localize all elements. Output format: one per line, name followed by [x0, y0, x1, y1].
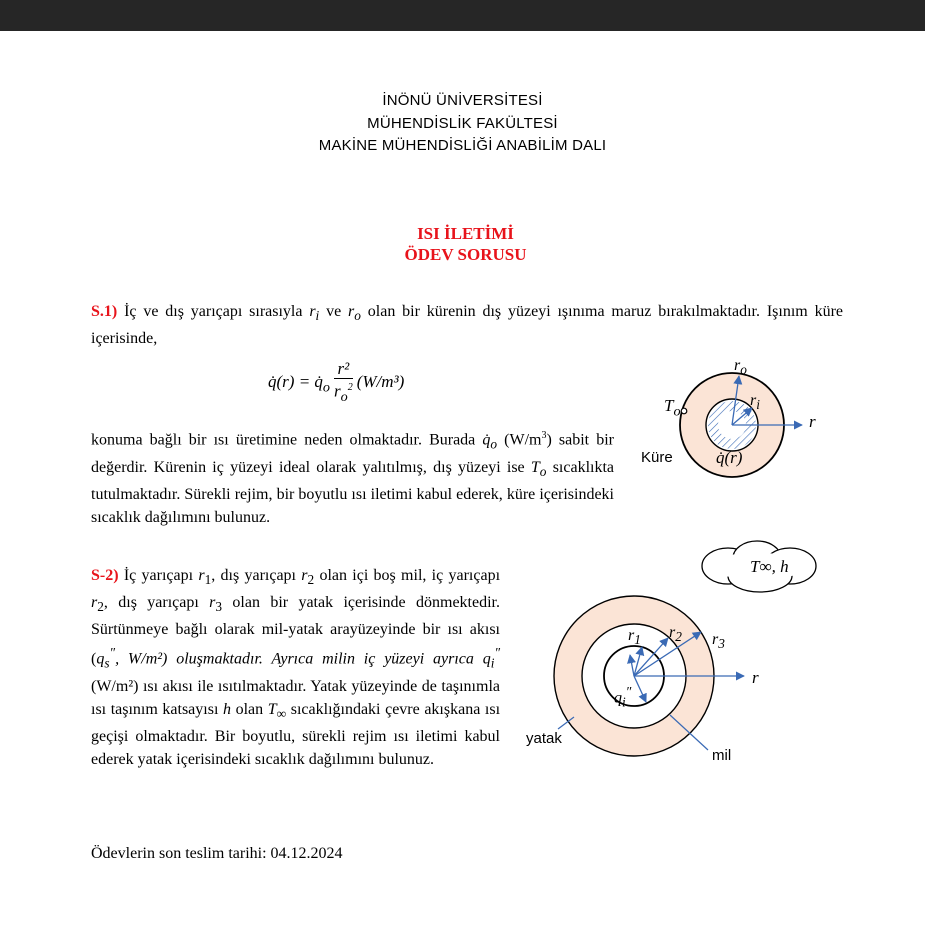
fig2-r1-label: $r_1$ [628, 627, 641, 648]
department-name: MAKİNE MÜHENDİSLİĞİ ANABİLİM DALI [318, 137, 607, 154]
q2-body: S-2) İç yarıçapı $r_1$, dış yarıçapı $r_2$ olan içi boş mil, iç yarıçapı $r_2$, dış yarıçapı $r_3$ olan bir yatak içerisinde dönmektedir. Sürtünmeye bağlı olarak mil-yatak arayüzeyinde bir ısı akısı ($q_s''$, W/m²) oluşmaktadır. Ayrıca milin iç yüzeyi ayrıca $q_i''$ (W/m²) ısı akısı ile ısıtılmaktadır. Yatak yüzeyinde de taşınımla ısı taşınım katsayısı h olan $T_\infty$ sıcaklığındaki çevre akışkana ısı geçişi olmaktadır. Bir boyutlu, sürekli rejim ısı iletimi kabul ederek yatak içerisindeki sıcaklık dağılımını bulunuz. [91, 567, 501, 769]
fig1-ri-label: $r_i$ [750, 392, 760, 413]
fig2-r-label: r [752, 668, 759, 687]
q1-intro: S.1) İç ve dış yarıçapı sırasıyla $r_i$ ve $r_o$ olan bir kürenin dış yüzeyi ışınıma maruz bırakılmaktadır. Işınım küre içerisinde, [91, 303, 843, 348]
q1-label: S.1) [91, 303, 118, 320]
fig1-ro-label: $r_o$ [734, 357, 747, 378]
fig1-kure-label: Küre [641, 449, 673, 466]
fig2-r3-label: $r_3$ [712, 631, 725, 652]
faculty-name: MÜHENDİSLİK FAKÜLTESİ [367, 115, 558, 132]
q1-body: konuma bağlı bir ısı üretimine neden olmaktadır. Burada $q̇_o$ $(W/m^3)$ sabit bir değerdir. Kürenin iç yüzeyi ideal olarak yalıtılmış, dış yüzeyi ise $T_o$ sıcaklıkta tutulmaktadır. Sürekli rejim, bir boyutlu ısı iletimi kabul ederek, küre içerisindeki sıcaklık dağılımını bulunuz. [91, 430, 615, 526]
fig2-qi-label: $q_i''$ [614, 684, 632, 710]
fig2-cloud-label: T∞, h [750, 557, 789, 576]
course-title: ISI İLETİMİ [417, 224, 514, 243]
fig2-mil-label: mil [712, 747, 732, 764]
deadline-text: Ödevlerin son teslim tarihi: 04.12.2024 [91, 845, 343, 862]
fig1-to-label: $T_o$ [664, 396, 681, 420]
assignment-title: ÖDEV SORUSU [404, 245, 527, 264]
q2-label: S-2) [91, 567, 119, 584]
q1-equation: q̇(r) = $q̇_o$ $\frac{\text{r²}}{r_o^2}$ (W/m³) [268, 359, 405, 406]
sphere-figure [630, 355, 830, 490]
viewer-top-bar [0, 0, 925, 31]
fig1-r-label: r [809, 412, 816, 431]
fig2-yatak-label: yatak [526, 730, 562, 747]
fig1-qr-label: q̇(r) [716, 448, 743, 467]
to-surface-point [681, 408, 687, 414]
fig2-r2-label: $r_2$ [669, 624, 682, 645]
university-name: İNÖNÜ ÜNİVERSİTESİ [382, 92, 543, 109]
